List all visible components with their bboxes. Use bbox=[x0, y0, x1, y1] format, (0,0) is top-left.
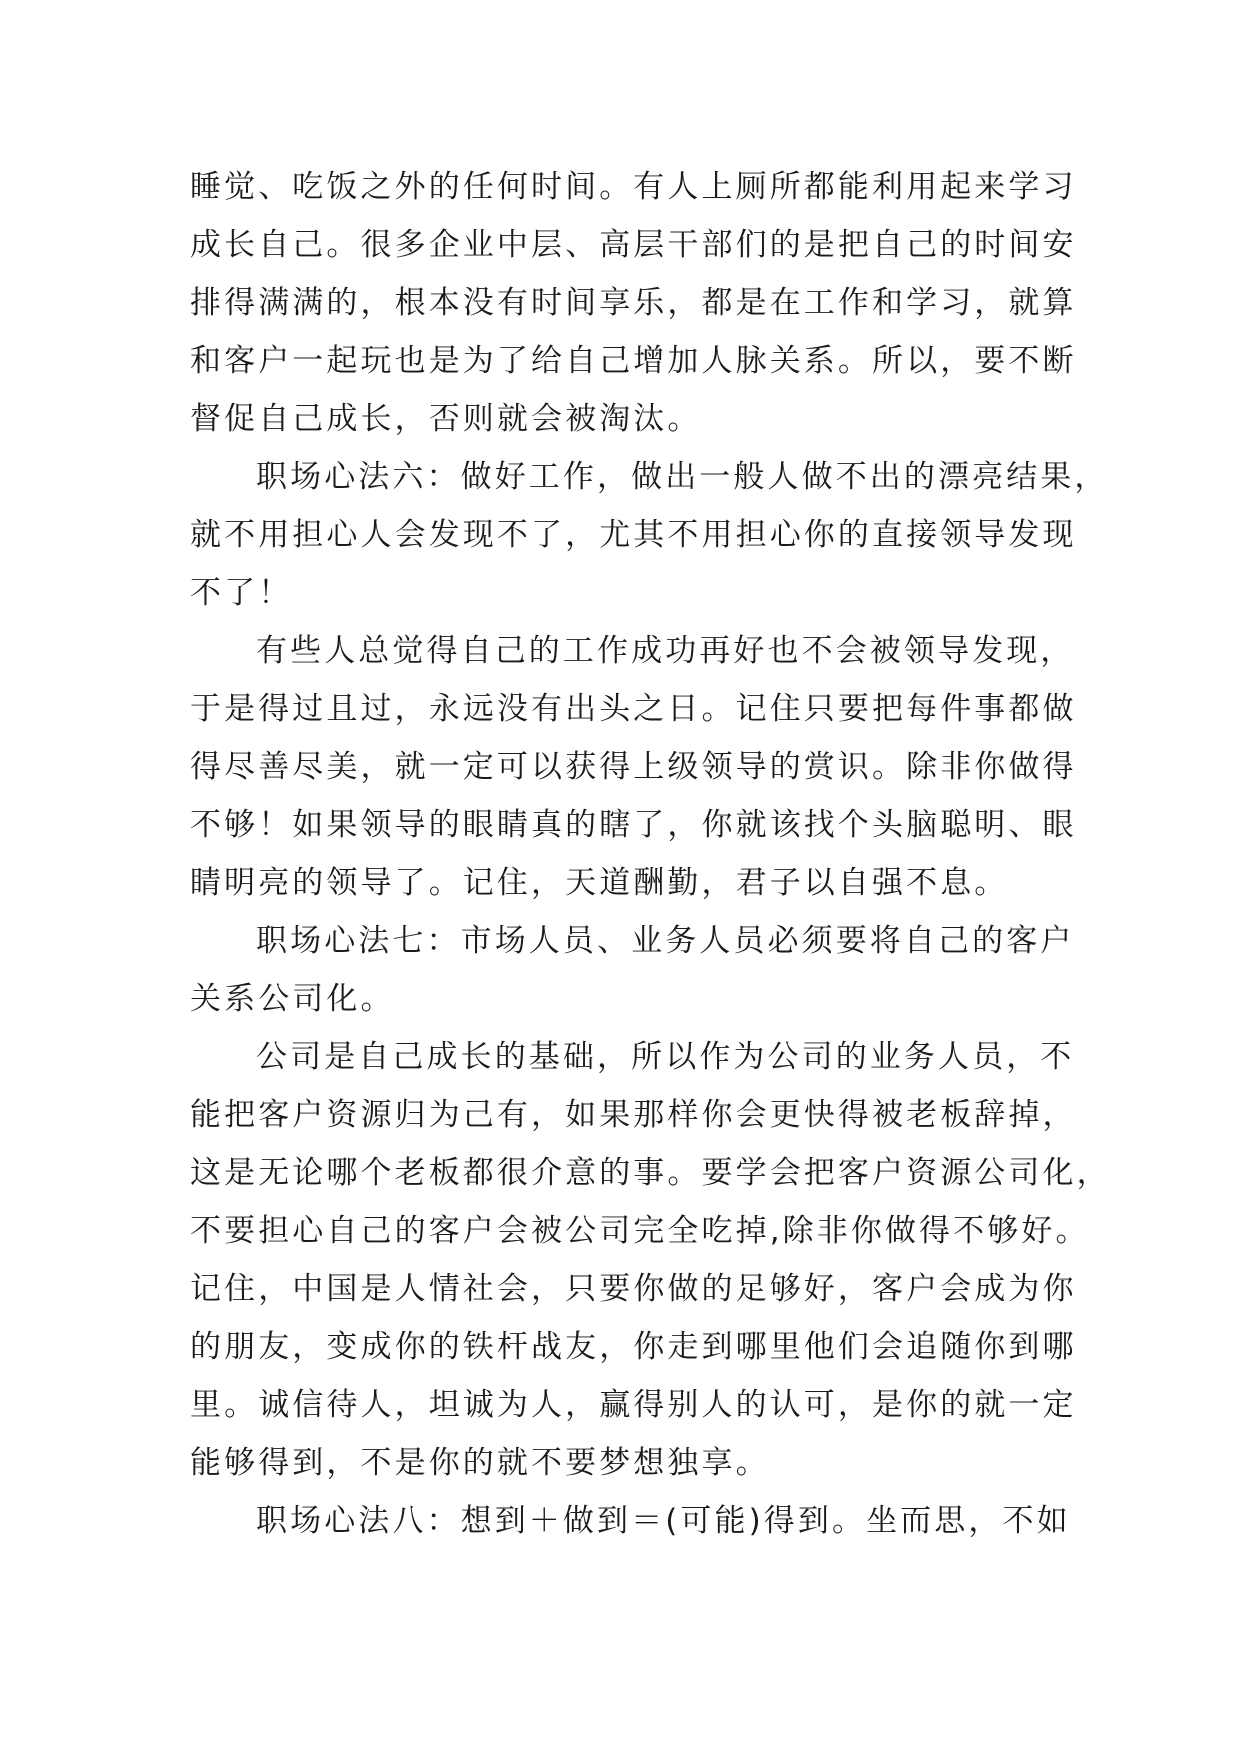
text-line: 有些人总觉得自己的工作成功再好也不会被领导发现， bbox=[256, 633, 1075, 669]
text-line: 职场心法八：想到＋做到＝(可能)得到。坐而思，不如 bbox=[256, 1503, 1071, 1539]
text-line: 和客户一起玩也是为了给自己增加人脉关系。所以，要不断 bbox=[190, 343, 1077, 379]
text-line: 能够得到，不是你的就不要梦想独享。 bbox=[190, 1445, 770, 1481]
text-line: 职场心法七：市场人员、业务人员必须要将自己的客户 bbox=[256, 923, 1075, 959]
text-line: 职场心法六：做好工作，做出一般人做不出的漂亮结果， bbox=[256, 459, 1109, 495]
text-line: 不了！ bbox=[190, 575, 293, 611]
text-line: 排得满满的，根本没有时间享乐，都是在工作和学习，就算 bbox=[190, 285, 1077, 321]
document-body bbox=[190, 158, 1111, 1550]
text-line: 成长自己。很多企业中层、高层干部们的是把自己的时间安 bbox=[190, 227, 1077, 263]
text-line: 公司是自己成长的基础，所以作为公司的业务人员，不 bbox=[256, 1039, 1075, 1075]
text-line: 里。诚信待人，坦诚为人，赢得别人的认可，是你的就一定 bbox=[190, 1387, 1077, 1423]
text-line: 就不用担心人会发现不了，尤其不用担心你的直接领导发现 bbox=[190, 517, 1077, 553]
text-line: 于是得过且过，永远没有出头之日。记住只要把每件事都做 bbox=[190, 691, 1077, 727]
text-line: 不要担心自己的客户会被公司完全吃掉,除非你做得不够好。 bbox=[190, 1213, 1090, 1249]
text-line: 这是无论哪个老板都很介意的事。要学会把客户资源公司化， bbox=[190, 1155, 1111, 1191]
text-line: 能把客户资源归为己有，如果那样你会更快得被老板辞掉， bbox=[190, 1097, 1077, 1133]
text-line: 睛明亮的领导了。记住，天道酬勤，君子以自强不息。 bbox=[190, 865, 1009, 901]
text-line: 关系公司化。 bbox=[190, 981, 395, 1017]
text-line: 记住，中国是人情社会，只要你做的足够好，客户会成为你 bbox=[190, 1271, 1077, 1307]
text-line: 得尽善尽美，就一定可以获得上级领导的赏识。除非你做得 bbox=[190, 749, 1077, 785]
text-line: 督促自己成长，否则就会被淘汰。 bbox=[190, 401, 702, 437]
text-line: 不够！如果领导的眼睛真的瞎了，你就该找个头脑聪明、眼 bbox=[190, 807, 1077, 843]
text-line: 的朋友，变成你的铁杆战友，你走到哪里他们会追随你到哪 bbox=[190, 1329, 1077, 1365]
text-line: 睡觉、吃饭之外的任何时间。有人上厕所都能利用起来学习 bbox=[190, 169, 1077, 205]
